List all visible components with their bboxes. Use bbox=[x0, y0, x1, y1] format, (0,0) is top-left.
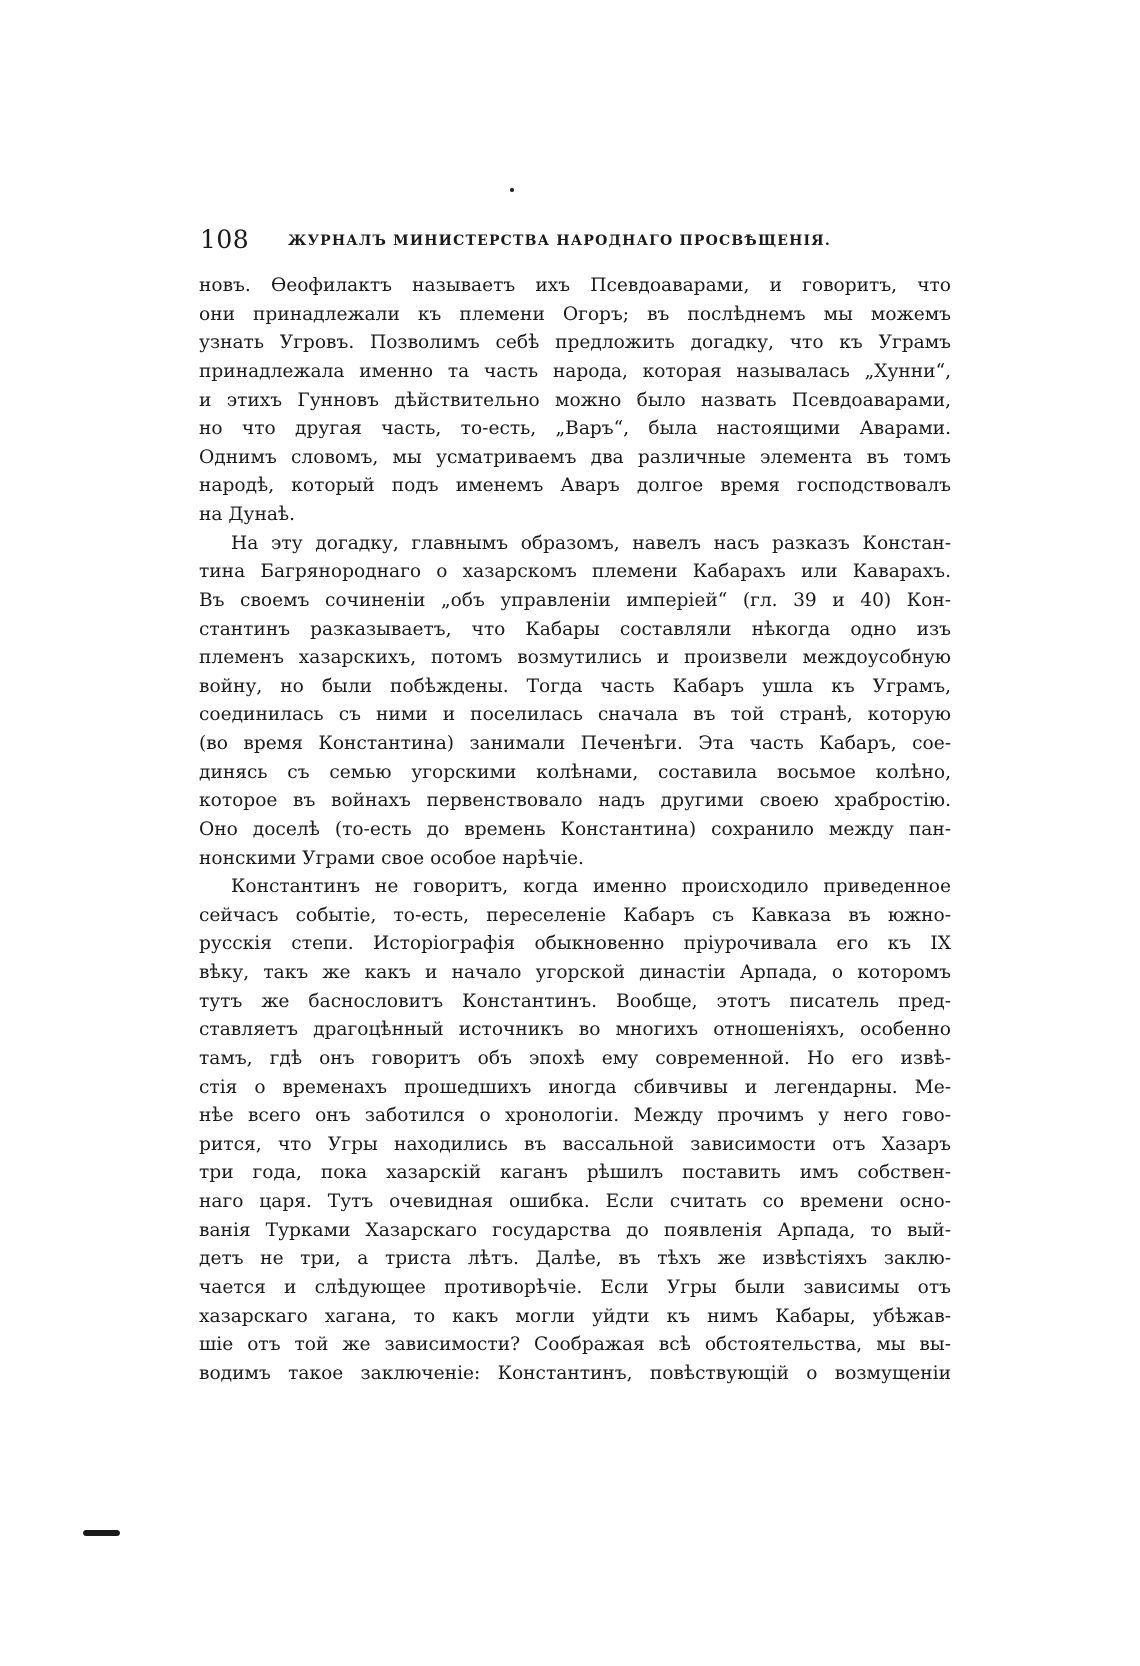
running-title: ЖУРНАЛЪ МИНИСТЕРСТВА НАРОДНАГО ПРОСВѢЩЕНІЯ. bbox=[288, 233, 831, 249]
text-line: тина Багрянороднаго о хазарскомъ племени Кабарахъ или Каварахъ. bbox=[199, 561, 951, 583]
text-line: новъ. Ѳеофилактъ называетъ ихъ Псевдоаварами, и говоритъ, что bbox=[199, 275, 951, 296]
text-line: народѣ, который подъ именемъ Аваръ долгое время господствовалъ bbox=[199, 475, 951, 497]
text-line: рится, что Угры находились въ вассальной зависимости отъ Хазаръ bbox=[199, 1133, 951, 1155]
body-text bbox=[199, 272, 951, 1388]
text-line: На эту догадку, главнымъ образомъ, навелъ насъ разказъ Констан- bbox=[231, 532, 951, 554]
text-line: и этихъ Гунновъ дѣйствительно можно было назвать Псевдоаварами, bbox=[199, 389, 951, 411]
text-line: сейчасъ событіе, то-есть, переселеніе Кабаръ съ Кавказа въ южно- bbox=[199, 904, 951, 926]
text-line: стантинъ разказываетъ, что Кабары составляли нѣкогда одно изъ bbox=[199, 618, 951, 640]
text-line: ставляетъ драгоцѣнный источникъ во многихъ отношеніяхъ, особенно bbox=[199, 1019, 951, 1041]
text-line: (во время Константина) занимали Печенѣги. Эта часть Кабаръ, сое- bbox=[199, 733, 951, 754]
text-line: которое въ войнахъ первенствовало надъ другими своею храбростію. bbox=[199, 790, 951, 812]
text-line: три года, пока хазарскій каганъ рѣшилъ поставить имъ собствен- bbox=[199, 1162, 951, 1184]
text-line: на Дунаѣ. bbox=[199, 504, 296, 525]
page-number: 108 bbox=[200, 225, 250, 254]
text-line: нонскими Уграми свое особое нарѣчіе. bbox=[199, 847, 584, 869]
text-line: тамъ, гдѣ онъ говоритъ объ эпохѣ ему современной. Но его извѣ- bbox=[199, 1047, 951, 1069]
text-line: узнать Угровъ. Позволимъ себѣ предложить догадку, что къ Уграмъ bbox=[199, 332, 951, 354]
text-line: Оно доселѣ (то-есть до времень Константина) сохранило между пан- bbox=[199, 818, 951, 840]
text-line: вѣку, такъ же какъ и начало угорской династіи Арпада, о которомъ bbox=[199, 962, 951, 983]
ink-dot bbox=[510, 188, 514, 192]
text-line: племенъ хазарскихъ, потомъ возмутились и произвели междоусобную bbox=[199, 647, 951, 669]
text-line: шіе отъ той же зависимости? Соображая всѣ обстоятельства, мы вы- bbox=[199, 1334, 951, 1356]
text-line: Въ своемъ сочиненіи „объ управленіи имперіей“ (гл. 39 и 40) Кон- bbox=[199, 589, 951, 611]
text-line: стія о временахъ прошедшихъ иногда сбивчивы и легендарны. Ме- bbox=[199, 1076, 951, 1098]
text-line: ванія Турками Хазарскаго государства до появленія Арпада, то вый- bbox=[199, 1219, 951, 1241]
text-line: войну, но были побѣждены. Тогда часть Кабаръ ушла къ Уграмъ, bbox=[199, 675, 951, 697]
text-line: принадлежала именно та часть народа, которая называлась „Хунни“, bbox=[199, 360, 951, 382]
text-line: нѣе всего онъ заботился о хронологіи. Между прочимъ у него гово- bbox=[199, 1105, 951, 1127]
text-line: водимъ такое заключеніе: Константинъ, повѣствующій о возмущеніи bbox=[199, 1362, 951, 1384]
text-line: наго царя. Тутъ очевидная ошибка. Если считать со времени осно- bbox=[199, 1191, 951, 1212]
text-line: хазарскаго хагана, то какъ могли уйдти къ нимъ Кабары, убѣжав- bbox=[199, 1305, 951, 1327]
text-line: чается и слѣдующее противорѣчіе. Если Угры были зависимы отъ bbox=[199, 1276, 951, 1298]
text-line: русскія степи. Исторіографія обыкновенно пріурочивала его къ IX bbox=[199, 933, 951, 955]
page-header bbox=[200, 225, 950, 255]
text-line: детъ не три, а триста лѣтъ. Далѣе, въ тѣхъ же извѣстіяхъ заклю- bbox=[199, 1248, 951, 1270]
text-line: тутъ же баснословитъ Константинъ. Вообще, этотъ писатель пред- bbox=[199, 990, 951, 1012]
margin-dash-mark bbox=[83, 1530, 120, 1536]
text-line: Константинъ не говоритъ, когда именно происходило приведенное bbox=[231, 876, 951, 898]
text-line: но что другая часть, то-есть, „Варъ“, была настоящими Аварами. bbox=[199, 418, 951, 440]
text-line: Однимъ словомъ, мы усматриваемъ два различные элемента въ томъ bbox=[199, 446, 951, 468]
text-line: они принадлежали къ племени Огоръ; въ послѣднемъ мы можемъ bbox=[199, 303, 951, 325]
text-line: соединилась съ ними и поселилась сначала въ той странѣ, которую bbox=[199, 704, 951, 726]
text-line: динясь съ семью угорскими колѣнами, составила восьмое колѣно, bbox=[199, 761, 951, 783]
